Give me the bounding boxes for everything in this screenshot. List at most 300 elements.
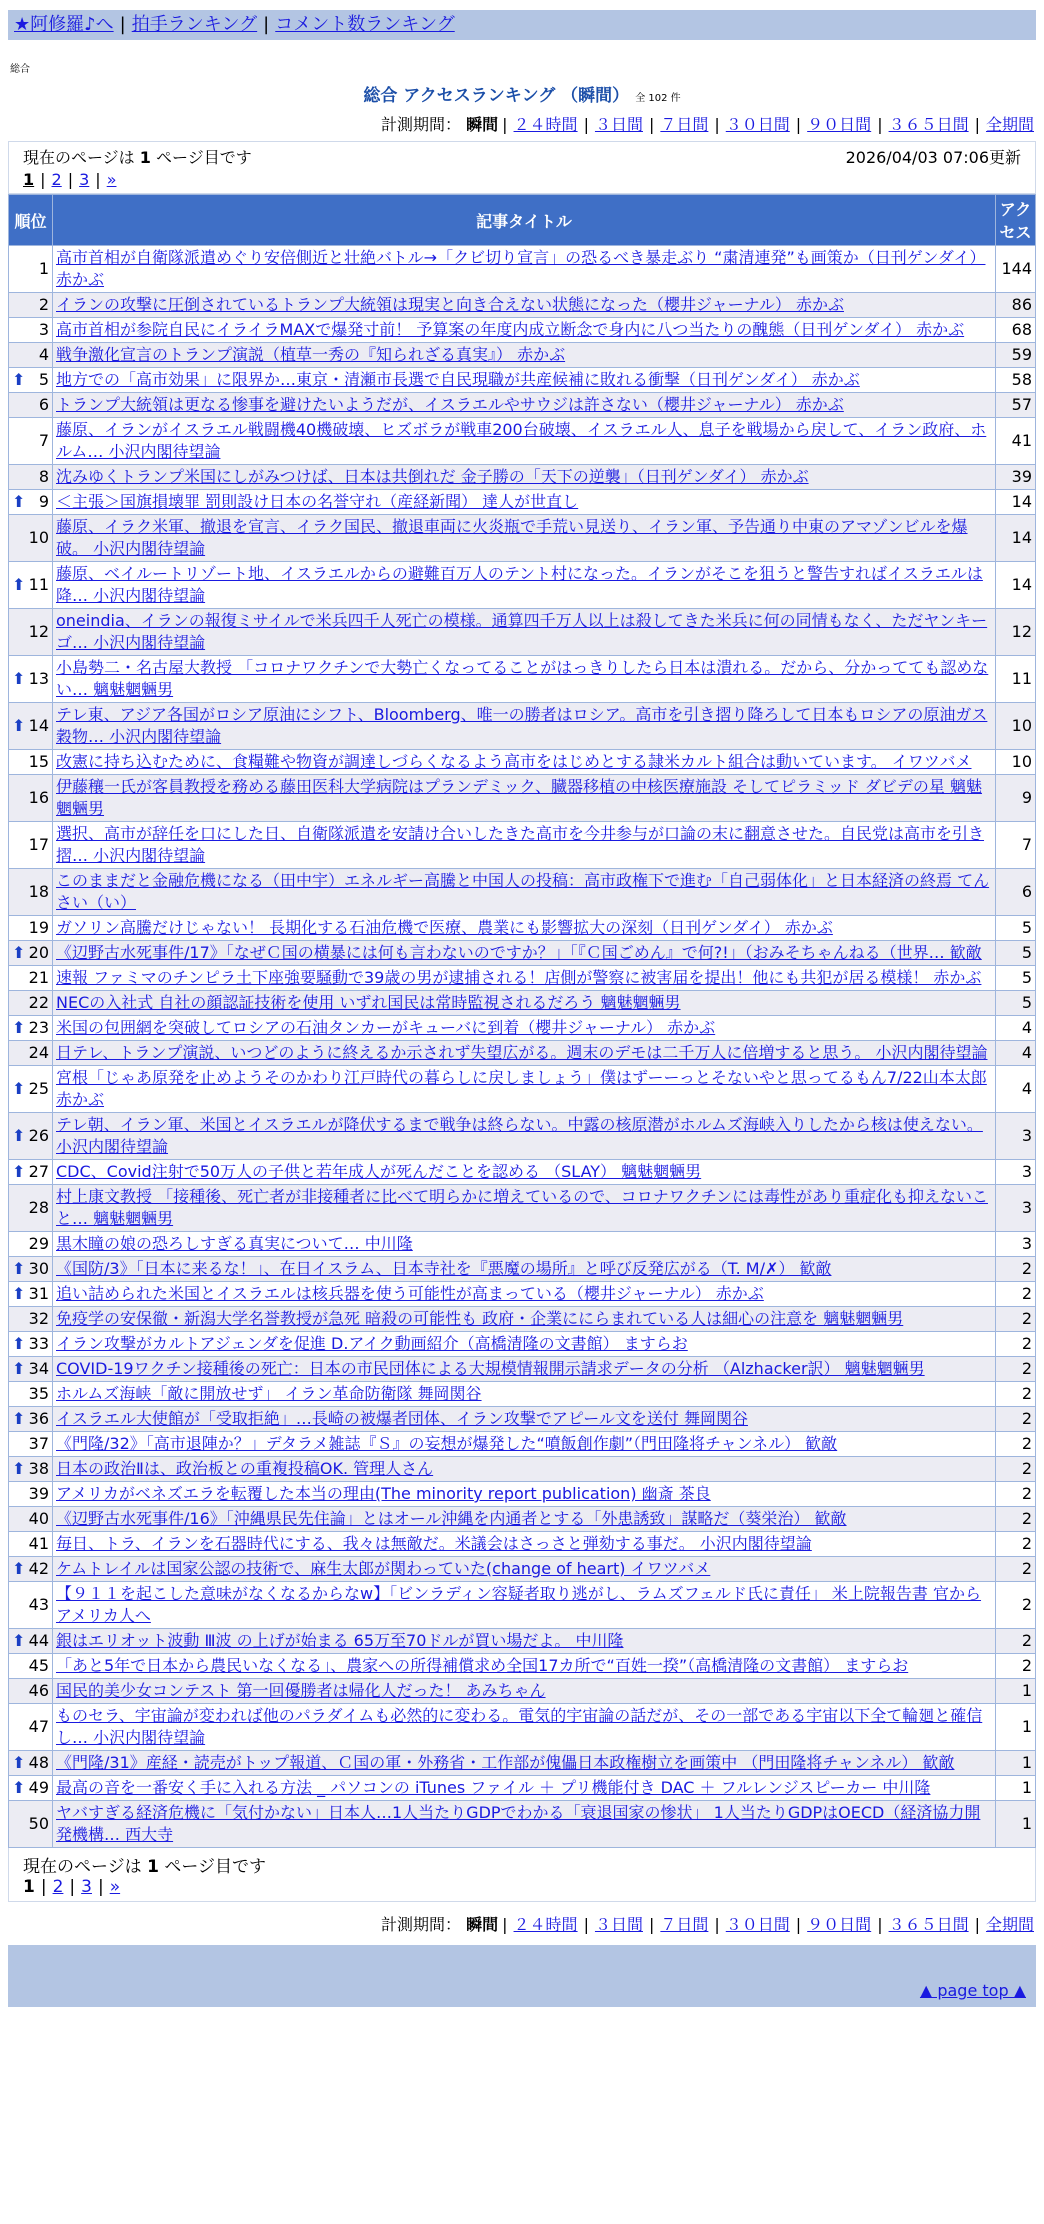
period-link[interactable]: ３０日間 <box>725 115 790 134</box>
title-cell <box>53 822 996 869</box>
article-link[interactable]: 戦争激化宣言のトランプ演説（植草一秀の『知られざる真実』） 赤かぶ <box>56 345 566 364</box>
article-link[interactable]: 追い詰められた米国とイスラエルは核兵器を使う可能性が高まっている（櫻井ジャーナル） 赤かぶ <box>56 1284 764 1303</box>
article-link[interactable]: CDC、Covid注射で50万人の子供と若年成人が死んだことを認める （SLAY） 魑魅魍魎男 <box>56 1162 702 1181</box>
article-link[interactable]: 毎日、トラ、イランを石器時代にする、我々は無敵だ。米議会はさっさと弾劾する事だ。 小沢内閣待望論 <box>56 1534 812 1553</box>
period-label: 計測期間： <box>381 115 462 134</box>
table-row <box>9 750 1036 775</box>
rank-number: 12 <box>28 622 49 641</box>
title-cell <box>53 1704 996 1751</box>
rank-number: 45 <box>28 1656 49 1675</box>
rank-up-arrow-icon: ⬆ <box>12 575 26 594</box>
period-link[interactable]: ３６５日間 <box>888 115 969 134</box>
table-row <box>9 1557 1036 1582</box>
access-count: 2 <box>996 1307 1036 1332</box>
title-cell <box>53 750 996 775</box>
table-row <box>9 1357 1036 1382</box>
page-top-link[interactable]: ▲ page top ▲ <box>919 1981 1026 2000</box>
page-current: 1 <box>23 1877 35 1897</box>
table-row <box>9 1232 1036 1257</box>
access-count: 39 <box>996 465 1036 490</box>
title-cell <box>53 1679 996 1704</box>
access-count: 2 <box>996 1532 1036 1557</box>
rank-number: 20 <box>28 943 49 962</box>
period-link[interactable]: ３日間 <box>594 115 643 134</box>
title-cell <box>53 1113 996 1160</box>
separator: | <box>583 1915 589 1934</box>
rank-number: 30 <box>28 1259 49 1278</box>
period-selector-bottom <box>0 1912 1036 1935</box>
rank-cell <box>9 1407 53 1432</box>
article-link[interactable]: イラン攻撃がカルトアジェンダを促進 D.アイク動画紹介（高橋清隆の文書館） ますらお <box>56 1334 688 1353</box>
period-link[interactable]: ３日間 <box>594 1915 643 1934</box>
article-link[interactable]: ヤバすぎる経済危機に「気付かない」日本人…1人当たりGDPでわかる「衰退国家の惨状」 1人当たりGDPはOECD（経済協力開発機構… 西大寺 <box>56 1803 981 1844</box>
access-count: 5 <box>996 916 1036 941</box>
article-link[interactable]: ガソリン高騰だけじゃない！ 長期化する石油危機で医療、農業にも影響拡大の深刻（日刊ゲンダイ） 赤かぶ <box>56 918 833 937</box>
rank-up-arrow-icon: ⬆ <box>12 1559 26 1578</box>
table-row <box>9 822 1036 869</box>
rank-up-arrow-icon: ⬆ <box>12 943 26 962</box>
article-link[interactable]: 小島勢二・名古屋大教授 「コロナワクチンで大勢亡くなってることがはっきりしたら日本は潰れる。だから、分かってても認めない… 魑魅魍魎男 <box>56 658 989 699</box>
title-cell <box>53 1407 996 1432</box>
article-link[interactable]: 《辺野古水死事件/17》「なぜＣ国の横暴には何も言わないのですか？」「『Ｃ国ごめん』で何?!」（おみそちゃんねる（世界… 歓敵 <box>56 943 982 962</box>
period-link[interactable]: 全期間 <box>985 1915 1034 1934</box>
table-row <box>9 1776 1036 1801</box>
rank-number: 44 <box>28 1631 49 1650</box>
rank-number: 17 <box>28 835 49 854</box>
title-cell <box>53 1654 996 1679</box>
rank-cell <box>9 1185 53 1232</box>
title-cell <box>53 1185 996 1232</box>
period-label: 計測期間： <box>381 1915 462 1934</box>
access-count: 2 <box>996 1457 1036 1482</box>
period-link[interactable]: ３６５日間 <box>888 1915 969 1934</box>
page-top-bar <box>8 1977 1036 2007</box>
rank-cell <box>9 991 53 1016</box>
title-cell <box>53 869 996 916</box>
title-cell <box>53 1016 996 1041</box>
rank-up-arrow-icon: ⬆ <box>12 669 26 688</box>
rank-up-arrow-icon: ⬆ <box>12 1018 26 1037</box>
title-cell <box>53 1507 996 1532</box>
rank-up-arrow-icon: ⬆ <box>12 1778 26 1797</box>
rank-cell <box>9 1532 53 1557</box>
rank-up-arrow-icon: ⬆ <box>12 1162 26 1181</box>
table-row <box>9 941 1036 966</box>
rank-cell <box>9 822 53 869</box>
separator: | <box>502 115 508 134</box>
rank-number: 40 <box>28 1509 49 1528</box>
article-link[interactable]: 選択、高市が辞任を口にした日、自衛隊派遣を安請け合いしたきた高市を今井参与が口論の末に翻意させた。自民党は高市を引き摺… 小沢内閣待望論 <box>56 824 985 865</box>
access-count: 3 <box>996 1160 1036 1185</box>
access-count: 2 <box>996 1507 1036 1532</box>
title-cell <box>53 991 996 1016</box>
article-link[interactable]: 藤原、イランがイスラエル戦闘機40機破壊、ヒズボラが戦車200台破壊、イスラエル人、息子を戦場から戻して、イラン政府、ホルム… 小沢内閣待望論 <box>56 420 987 461</box>
article-link[interactable]: ケムトレイルは国家公認の技術で、麻生太郎が関わっていた(change of heart) イワツバメ <box>56 1559 711 1578</box>
rank-number: 37 <box>28 1434 49 1453</box>
rank-cell <box>9 1507 53 1532</box>
rank-up-arrow-icon: ⬆ <box>12 1459 26 1478</box>
table-row <box>9 393 1036 418</box>
article-link[interactable]: 高市首相が自衛隊派遣めぐり安倍側近と壮絶バトル→「クビ切り宣言」の恐るべき暴走ぶり “粛清連発”も画策か（日刊ゲンダイ） 赤かぶ <box>56 248 986 289</box>
access-count: 59 <box>996 343 1036 368</box>
access-count: 86 <box>996 293 1036 318</box>
rank-number: 50 <box>28 1814 49 1833</box>
title-cell <box>53 1307 996 1332</box>
title-cell <box>53 1432 996 1457</box>
access-count: 58 <box>996 368 1036 393</box>
table-row <box>9 1704 1036 1751</box>
rank-cell <box>9 1016 53 1041</box>
rank-cell <box>9 490 53 515</box>
rank-number: 28 <box>28 1198 49 1217</box>
table-row <box>9 418 1036 465</box>
rank-cell <box>9 318 53 343</box>
rank-cell <box>9 1654 53 1679</box>
page-link[interactable]: 2 <box>51 170 62 189</box>
article-link[interactable]: 地方での「高市効果」に限界か…東京・清瀬市長選で自民現職が共産候補に敗れる衝撃（日刊ゲンダイ） 赤かぶ <box>56 370 860 389</box>
rank-number: 8 <box>38 467 49 486</box>
rank-cell <box>9 750 53 775</box>
rank-up-arrow-icon: ⬆ <box>12 1079 26 1098</box>
title-cell <box>53 1751 996 1776</box>
title-cell <box>53 318 996 343</box>
article-link[interactable]: ＜主張＞国旗損壊罪 罰則設け日本の名誉守れ（産経新聞） 達人が世直し <box>56 492 579 511</box>
updated-timestamp: 2026/04/03 07:06更新 <box>845 148 1021 167</box>
separator: | <box>974 115 980 134</box>
access-count: 7 <box>996 822 1036 869</box>
article-link[interactable]: テレ朝、イラン軍、米国とイスラエルが降伏するまで戦争は終らない。中露の核原潜がホルムズ海峡入りしたから核は使えない。 小沢内閣待望論 <box>56 1115 983 1156</box>
title-cell <box>53 1776 996 1801</box>
table-row <box>9 318 1036 343</box>
article-link[interactable]: このままだと金融危機になる（田中宇）エネルギー高騰と中国人の投稿：高市政権下で進む「自己弱体化」と日本経済の終焉 てんさい（い） <box>56 871 990 912</box>
title-header: 記事タイトル <box>53 195 996 246</box>
table-row <box>9 1507 1036 1532</box>
next-page-link[interactable]: » <box>106 170 117 189</box>
title-cell <box>53 656 996 703</box>
current-page-text: 現在のページは 1 ページ目です <box>23 148 252 167</box>
article-link[interactable]: 免疫学の安保徹・新潟大学名誉教授が急死 暗殺の可能性も 政府・企業ににらまれている人は細心の注意を 魑魅魍魎男 <box>56 1309 904 1328</box>
pagination-bottom <box>23 1877 1021 1897</box>
article-link[interactable]: トランプ大統領は更なる惨事を避けたいようだが、イスラエルやサウジは許さない（櫻井ジャーナル） 赤かぶ <box>56 395 844 414</box>
page-info-bottom <box>8 1848 1036 1902</box>
separator: | <box>795 1915 802 1934</box>
separator: | <box>40 170 46 189</box>
title-cell <box>53 1801 996 1848</box>
period-link[interactable]: ９０日間 <box>807 115 872 134</box>
title-cell <box>53 246 996 293</box>
rank-number: 21 <box>28 968 49 987</box>
separator: | <box>40 1877 47 1897</box>
rank-number: 39 <box>28 1484 49 1503</box>
period-link[interactable]: ７日間 <box>660 115 709 134</box>
access-count: 4 <box>996 1016 1036 1041</box>
article-link[interactable]: 《国防/3》「日本に来るな！」、在日イスラム、日本寺社を『悪魔の場所』と呼び反発広がる（T. M/✗） 歓敵 <box>56 1259 832 1278</box>
title-cell <box>53 1582 996 1629</box>
access-count: 4 <box>996 1066 1036 1113</box>
rank-cell <box>9 343 53 368</box>
table-row <box>9 1332 1036 1357</box>
title-cell <box>53 515 996 562</box>
table-row <box>9 1407 1036 1432</box>
access-count: 1 <box>996 1776 1036 1801</box>
title-cell <box>53 916 996 941</box>
article-link[interactable]: NECの入社式 自社の顔認証技術を使用 いずれ国民は常時監視されるだろう 魑魅魍魎男 <box>56 993 681 1012</box>
title-cell <box>53 1066 996 1113</box>
access-count: 2 <box>996 1582 1036 1629</box>
access-count: 2 <box>996 1257 1036 1282</box>
article-link[interactable]: 改憲に持ち込むために、食糧難や物資が調達しづらくなるよう高市をはじめとする隷米カルト組合は動いています。 イワツバメ <box>56 752 972 771</box>
table-row <box>9 869 1036 916</box>
rank-number: 38 <box>28 1459 49 1478</box>
title-cell <box>53 490 996 515</box>
access-count: 2 <box>996 1482 1036 1507</box>
table-row <box>9 1382 1036 1407</box>
separator: | <box>119 14 126 35</box>
table-row <box>9 916 1036 941</box>
title-cell <box>53 343 996 368</box>
rank-number: 16 <box>28 788 49 807</box>
rank-cell <box>9 293 53 318</box>
title-cell <box>53 1257 996 1282</box>
rank-cell <box>9 1041 53 1066</box>
rank-cell <box>9 1432 53 1457</box>
table-row <box>9 1016 1036 1041</box>
title-cell <box>53 1482 996 1507</box>
rank-number: 11 <box>28 575 49 594</box>
article-link[interactable]: ものセラ、宇宙論が変われば他のパラダイムも必然的に変わる。電気的宇宙論の話だが、その一部である宇宙以下全て輪廻と確信し… 小沢内閣待望論 <box>56 1706 983 1747</box>
access-count: 68 <box>996 318 1036 343</box>
article-link[interactable]: 高市首相が参院自民にイライラMAXで爆発寸前！ 予算案の年度内成立断念で身内に八つ当たりの醜態（日刊ゲンダイ） 赤かぶ <box>56 320 965 339</box>
article-link[interactable]: 【９１１を起こした意味がなくなるからなw】「ビンラディン容疑者取り逃がし、ラムズフェルド氏に責任」 米上院報告書 官からアメリカ人へ <box>56 1584 982 1625</box>
article-link[interactable]: oneindia、イランの報復ミサイルで米兵四千人死亡の模様。通算四千万人以上は殺してきた米兵に何の同情もなく、ただヤンキーゴ… 小沢内閣待望論 <box>56 611 988 652</box>
pagination-top <box>23 170 1021 189</box>
article-link[interactable]: COVID-19ワクチン接種後の死亡：日本の市民団体による大規模情報開示請求データの分析 （Alzhacker訳） 魑魅魍魎男 <box>56 1359 925 1378</box>
table-row <box>9 1160 1036 1185</box>
table-row <box>9 1457 1036 1482</box>
rank-number: 23 <box>28 1018 49 1037</box>
period-selector-top <box>0 112 1036 135</box>
rank-number: 22 <box>28 993 49 1012</box>
access-count: 2 <box>996 1432 1036 1457</box>
article-link[interactable]: 最高の音を一番安く手に入れる方法 _ パソコンの iTunes ファイル ＋ プリ機能付き DAC ＋ フルレンジスピーカー 中川隆 <box>56 1778 931 1797</box>
period-link[interactable]: ２４時間 <box>513 115 578 134</box>
rank-number: 34 <box>28 1359 49 1378</box>
period-link[interactable]: ９０日間 <box>807 1915 872 1934</box>
rank-up-arrow-icon: ⬆ <box>12 1334 26 1353</box>
table-row <box>9 246 1036 293</box>
rank-cell <box>9 1704 53 1751</box>
rank-cell <box>9 1751 53 1776</box>
rank-cell <box>9 1482 53 1507</box>
separator: | <box>67 170 74 189</box>
separator: | <box>877 115 883 134</box>
table-row <box>9 1113 1036 1160</box>
access-count: 5 <box>996 991 1036 1016</box>
separator: | <box>795 115 802 134</box>
rank-number: 13 <box>28 669 49 688</box>
rank-header: 順位 <box>9 195 53 246</box>
title-cell <box>53 368 996 393</box>
rank-number: 15 <box>28 752 49 771</box>
period-link[interactable]: ２４時間 <box>513 1915 578 1934</box>
period-link[interactable]: 全期間 <box>985 115 1034 134</box>
table-row <box>9 515 1036 562</box>
article-link[interactable]: 《辺野古水死事件/16》「沖縄県民先住論」とはオール沖縄を内通者とする「外患誘致」謀略だ（葵栄治） 歓敵 <box>56 1509 847 1528</box>
rank-cell <box>9 1557 53 1582</box>
access-count: 14 <box>996 562 1036 609</box>
article-link[interactable]: 「あと5年で日本から農民いなくなる」、農家への所得補償求め全国17カ所で“百姓一揆”（高橋清隆の文書館） ますらお <box>56 1656 909 1675</box>
access-count: 3 <box>996 1232 1036 1257</box>
ranking-table <box>8 194 1036 1848</box>
top-nav-bar <box>8 10 1036 40</box>
article-link[interactable]: 伊藤穰一氏が客員教授を務める藤田医科大学病院はプランデミック、臓器移植の中核医療施設 そしてピラミッド ダビデの星 魑魅魍魎男 <box>56 777 982 818</box>
table-row <box>9 1307 1036 1332</box>
rank-up-arrow-icon: ⬆ <box>12 1284 26 1303</box>
article-link[interactable]: 《門隆/32》「高市退陣か？」デタラメ雑誌『Ｓ』の妄想が爆発した“噴飯創作劇”（門田隆将チャンネル） 歓敵 <box>56 1434 838 1453</box>
rank-number: 6 <box>38 395 49 414</box>
rank-up-arrow-icon: ⬆ <box>12 716 26 735</box>
article-link[interactable]: テレ東、アジア各国がロシア原油にシフト、Bloomberg、唯一の勝者はロシア。高市を引き摺り降ろして日本もロシアの原油ガス穀物… 小沢内閣待望論 <box>56 705 988 746</box>
access-count: 1 <box>996 1704 1036 1751</box>
page-link[interactable]: 2 <box>52 1877 64 1897</box>
rank-cell <box>9 869 53 916</box>
article-link[interactable]: 米国の包囲網を突破してロシアの石油タンカーがキューバに到着（櫻井ジャーナル） 赤かぶ <box>56 1018 716 1037</box>
rank-up-arrow-icon: ⬆ <box>12 1409 26 1428</box>
comment-ranking-link[interactable]: コメント数ランキング <box>275 14 455 35</box>
access-count: 11 <box>996 656 1036 703</box>
rank-cell <box>9 1801 53 1848</box>
rank-number: 5 <box>38 370 49 389</box>
article-link[interactable]: イランの攻撃に圧倒されているトランプ大統領は現実と向き合えない状態になった（櫻井ジャーナル） 赤かぶ <box>56 295 844 314</box>
title-cell <box>53 1232 996 1257</box>
rank-number: 47 <box>28 1717 49 1736</box>
rank-cell <box>9 1307 53 1332</box>
title-cell <box>53 1532 996 1557</box>
article-link[interactable]: 宮根「じゃあ原発を止めようそのかわり江戸時代の暮らしに戻しましょう」僕はずーーっとそないやと思ってるもん7/22山本太郎 赤かぶ <box>56 1068 987 1109</box>
access-count: 2 <box>996 1407 1036 1432</box>
article-link[interactable]: イスラエル大使館が「受取拒絶」…長崎の被爆者団体、イラン攻撃でアピール文を送付 舞岡関谷 <box>56 1409 748 1428</box>
table-row <box>9 1582 1036 1629</box>
table-row <box>9 1629 1036 1654</box>
article-link[interactable]: 日本の政治Ⅱは、政治板との重複投稿OK. 管理人さん <box>56 1459 434 1478</box>
rank-number: 36 <box>28 1409 49 1428</box>
rank-cell <box>9 1382 53 1407</box>
table-row <box>9 465 1036 490</box>
rank-number: 26 <box>28 1126 49 1145</box>
separator: | <box>648 115 655 134</box>
rank-number: 1 <box>38 259 49 278</box>
separator: | <box>714 1915 720 1934</box>
rank-cell <box>9 1113 53 1160</box>
table-row <box>9 490 1036 515</box>
table-row <box>9 775 1036 822</box>
article-link[interactable]: アメリカがベネズエラを転覆した本当の理由(The minority report publication) 幽斎 茶良 <box>56 1484 711 1503</box>
access-count: 5 <box>996 966 1036 991</box>
access-count: 10 <box>996 703 1036 750</box>
access-count: 1 <box>996 1751 1036 1776</box>
article-link[interactable]: 日テレ、トランプ演説、いつどのように終えるか示されず失望広がる。週末のデモは二千万人に倍増すると思う。 小沢内閣待望論 <box>56 1043 988 1062</box>
page-link[interactable]: 3 <box>79 170 90 189</box>
article-link[interactable]: 銀はエリオット波動 Ⅲ波 の上げが始まる 65万至70ドルが買い場だよ。 中川隆 <box>56 1631 624 1650</box>
article-link[interactable]: 沈みゆくトランプ米国にしがみつけば、日本は共倒れだ 金子勝の「天下の逆襲」（日刊ゲンダイ） 赤かぶ <box>56 467 809 486</box>
table-row <box>9 1679 1036 1704</box>
article-link[interactable]: 黒木瞳の娘の恐ろしすぎる真実について… 中川隆 <box>56 1234 413 1253</box>
rank-up-arrow-icon: ⬆ <box>12 1359 26 1378</box>
rank-cell <box>9 246 53 293</box>
rank-number: 27 <box>28 1162 49 1181</box>
article-link[interactable]: 《門隆/31》産経・読売がトップ報道、Ｃ国の軍・外務省・工作部が傀儡日本政権樹立を画策中 （門田隆将チャンネル） 歓敵 <box>56 1753 955 1772</box>
rank-cell <box>9 465 53 490</box>
article-link[interactable]: 国民的美少女コンテスト 第一回優勝者は帰化人だった！ あみちゃん <box>56 1681 546 1700</box>
page-info-top <box>8 141 1036 194</box>
article-link[interactable]: 藤原、イラク米軍、撤退を宣言、イラク国民、撤退車両に火炎瓶で手荒い見送り、イラン軍、予告通り中東のアマゾンビルを爆破。 小沢内閣待望論 <box>56 517 968 558</box>
title-cell <box>53 293 996 318</box>
article-link[interactable]: 藤原、ベイルートリゾート地、イスラエルからの避難百万人のテント村になった。イランがそこを狙うと警告すればイスラエルは降… 小沢内閣待望論 <box>56 564 983 605</box>
access-count: 2 <box>996 1557 1036 1582</box>
category-label: 総合 <box>10 64 30 75</box>
period-link[interactable]: ３０日間 <box>725 1915 790 1934</box>
article-link[interactable]: ホルムズ海峡「敵に開放せず」 イラン革命防衛隊 舞岡関谷 <box>56 1384 482 1403</box>
access-count: 2 <box>996 1282 1036 1307</box>
rank-number: 42 <box>28 1559 49 1578</box>
table-row <box>9 656 1036 703</box>
clap-ranking-link[interactable]: 拍手ランキング <box>131 14 258 35</box>
access-count: 3 <box>996 1185 1036 1232</box>
article-link[interactable]: 村上康文教授 「接種後、死亡者が非接種者に比べて明らかに増えているので、コロナワクチンには毒性があり重症化も抑えないこと… 魑魅魍魎男 <box>56 1187 988 1228</box>
title-cell <box>53 1041 996 1066</box>
rank-cell <box>9 775 53 822</box>
rank-number: 31 <box>28 1284 49 1303</box>
rank-number: 48 <box>28 1753 49 1772</box>
rank-cell <box>9 1332 53 1357</box>
access-count: 12 <box>996 609 1036 656</box>
title-cell <box>53 1282 996 1307</box>
rank-cell <box>9 562 53 609</box>
title-cell <box>53 775 996 822</box>
title-cell <box>53 1457 996 1482</box>
rank-number: 33 <box>28 1334 49 1353</box>
page-link[interactable]: 3 <box>81 1877 92 1897</box>
access-count: 4 <box>996 1041 1036 1066</box>
rank-number: 9 <box>38 492 49 511</box>
rank-number: 49 <box>28 1778 49 1797</box>
home-link[interactable]: ★阿修羅♪へ <box>14 14 114 35</box>
period-link[interactable]: ７日間 <box>660 1915 709 1934</box>
rank-cell <box>9 966 53 991</box>
rank-up-arrow-icon: ⬆ <box>12 1753 26 1772</box>
rank-cell <box>9 1629 53 1654</box>
period-current: 瞬間 <box>466 1915 499 1934</box>
separator: | <box>974 1915 980 1934</box>
table-row <box>9 562 1036 609</box>
title-cell <box>53 1382 996 1407</box>
rank-cell <box>9 609 53 656</box>
table-row <box>9 703 1036 750</box>
total-count: 全 102 件 <box>635 93 681 104</box>
access-count: 14 <box>996 515 1036 562</box>
article-link[interactable]: 速報 ファミマのチンピラ土下座強要騒動で39歳の男が逮捕される！店側が警察に被害届を提出！他にも共犯が居る模様！ 赤かぶ <box>56 968 982 987</box>
rank-number: 35 <box>28 1384 49 1403</box>
rank-up-arrow-icon: ⬆ <box>12 492 26 511</box>
rank-number: 10 <box>28 528 49 547</box>
access-count: 6 <box>996 869 1036 916</box>
separator: | <box>95 170 101 189</box>
table-row <box>9 1041 1036 1066</box>
separator: | <box>648 1915 655 1934</box>
separator: | <box>97 1877 104 1897</box>
next-page-link[interactable]: » <box>109 1877 121 1897</box>
separator: | <box>714 115 720 134</box>
